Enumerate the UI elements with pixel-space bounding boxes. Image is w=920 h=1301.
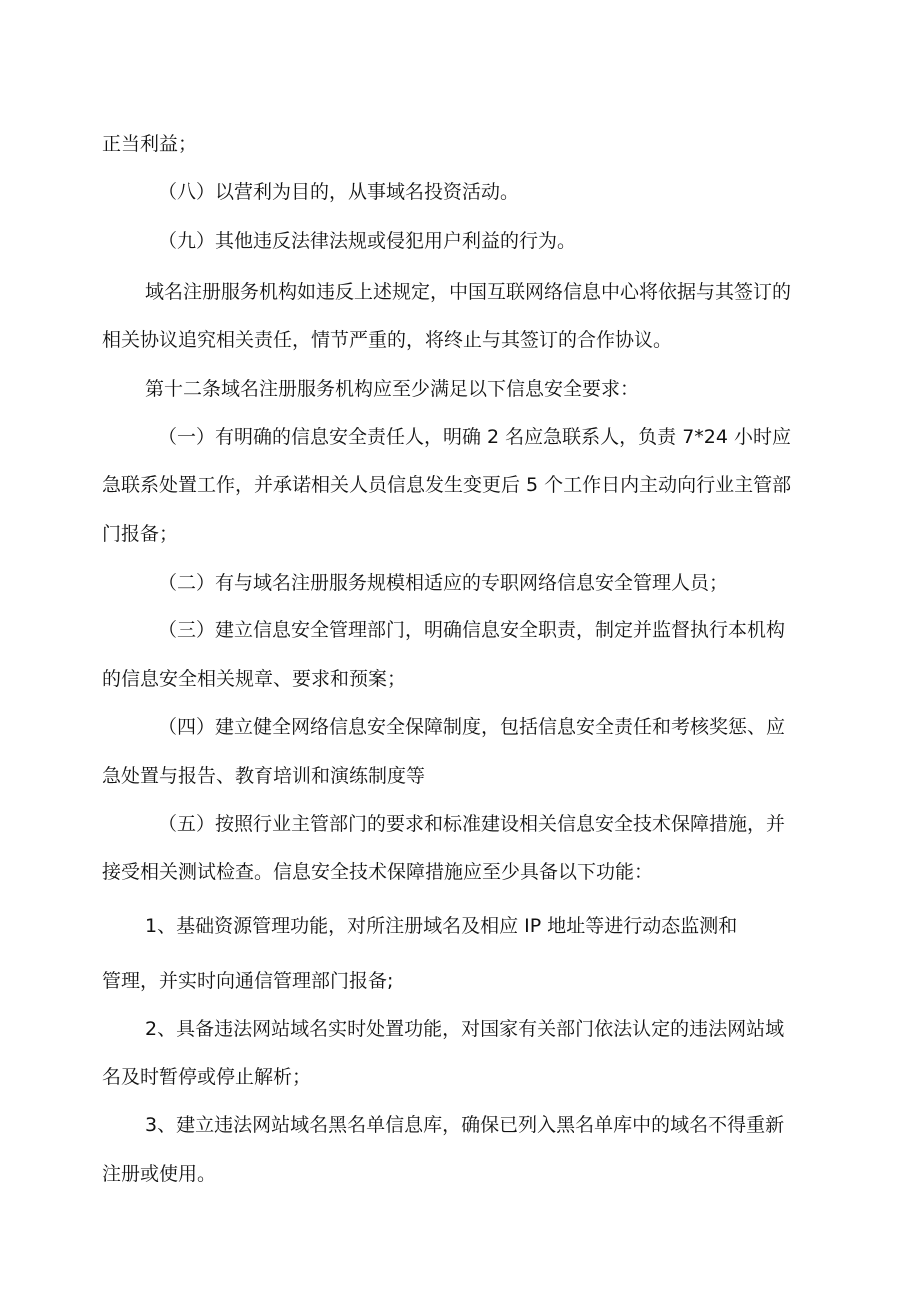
text-line: （九）其他违反法律法规或侵犯用户利益的行为。	[158, 230, 577, 252]
text-line: 相关协议追究相关责任，情节严重的，将终止与其签订的合作协议。	[102, 329, 673, 351]
text-line: （四）建立健全网络信息安全保障制度，包括信息安全责任和考核奖惩、应	[158, 716, 786, 738]
text-line: 正当利益；	[102, 133, 198, 155]
text-line: 管理，并实时向通信管理部门报备;	[102, 970, 394, 992]
text-line: 域名注册服务机构如违反上述规定，中国互联网络信息中心将依据与其签订的	[145, 281, 792, 303]
text-line: 第十二条域名注册服务机构应至少满足以下信息安全要求：	[145, 378, 640, 400]
text-line: （八）以营利为目的，从事域名投资活动。	[158, 181, 520, 203]
text-line: 注册或使用。	[102, 1163, 217, 1185]
text-line: 门报备；	[102, 523, 179, 545]
text-line: （一）有明确的信息安全责任人，明确 2 名应急联系人，负责 7*24 小时应	[158, 426, 792, 448]
text-line: 接受相关测试检查。信息安全技术保障措施应至少具备以下功能：	[102, 861, 654, 883]
text-line: 急处置与报告、教育培训和演练制度等	[102, 765, 426, 787]
text-line: （三）建立信息安全管理部门，明确信息安全职责，制定并监督执行本机构	[158, 619, 786, 641]
text-line: 急联系处置工作，并承诺相关人员信息发生变更后 5 个工作日内主动向行业主管部	[102, 474, 792, 496]
text-line: 的信息安全相关规章、要求和预案；	[102, 668, 407, 690]
text-line: 2、具备违法网站域名实时处置功能，对国家有关部门依法认定的违法网站域	[145, 1018, 785, 1040]
text-line: （五）按照行业主管部门的要求和标准建设相关信息安全技术保障措施，并	[158, 813, 786, 835]
text-line: 1、基础资源管理功能，对所注册域名及相应 IP 地址等进行动态监测和	[145, 915, 738, 937]
text-line: （二）有与域名注册服务规模相适应的专职网络信息安全管理人员；	[158, 572, 729, 594]
text-line: 3、建立违法网站域名黑名单信息库，确保已列入黑名单库中的域名不得重新	[145, 1114, 785, 1136]
text-line: 名及时暂停或停止解析；	[102, 1066, 312, 1088]
